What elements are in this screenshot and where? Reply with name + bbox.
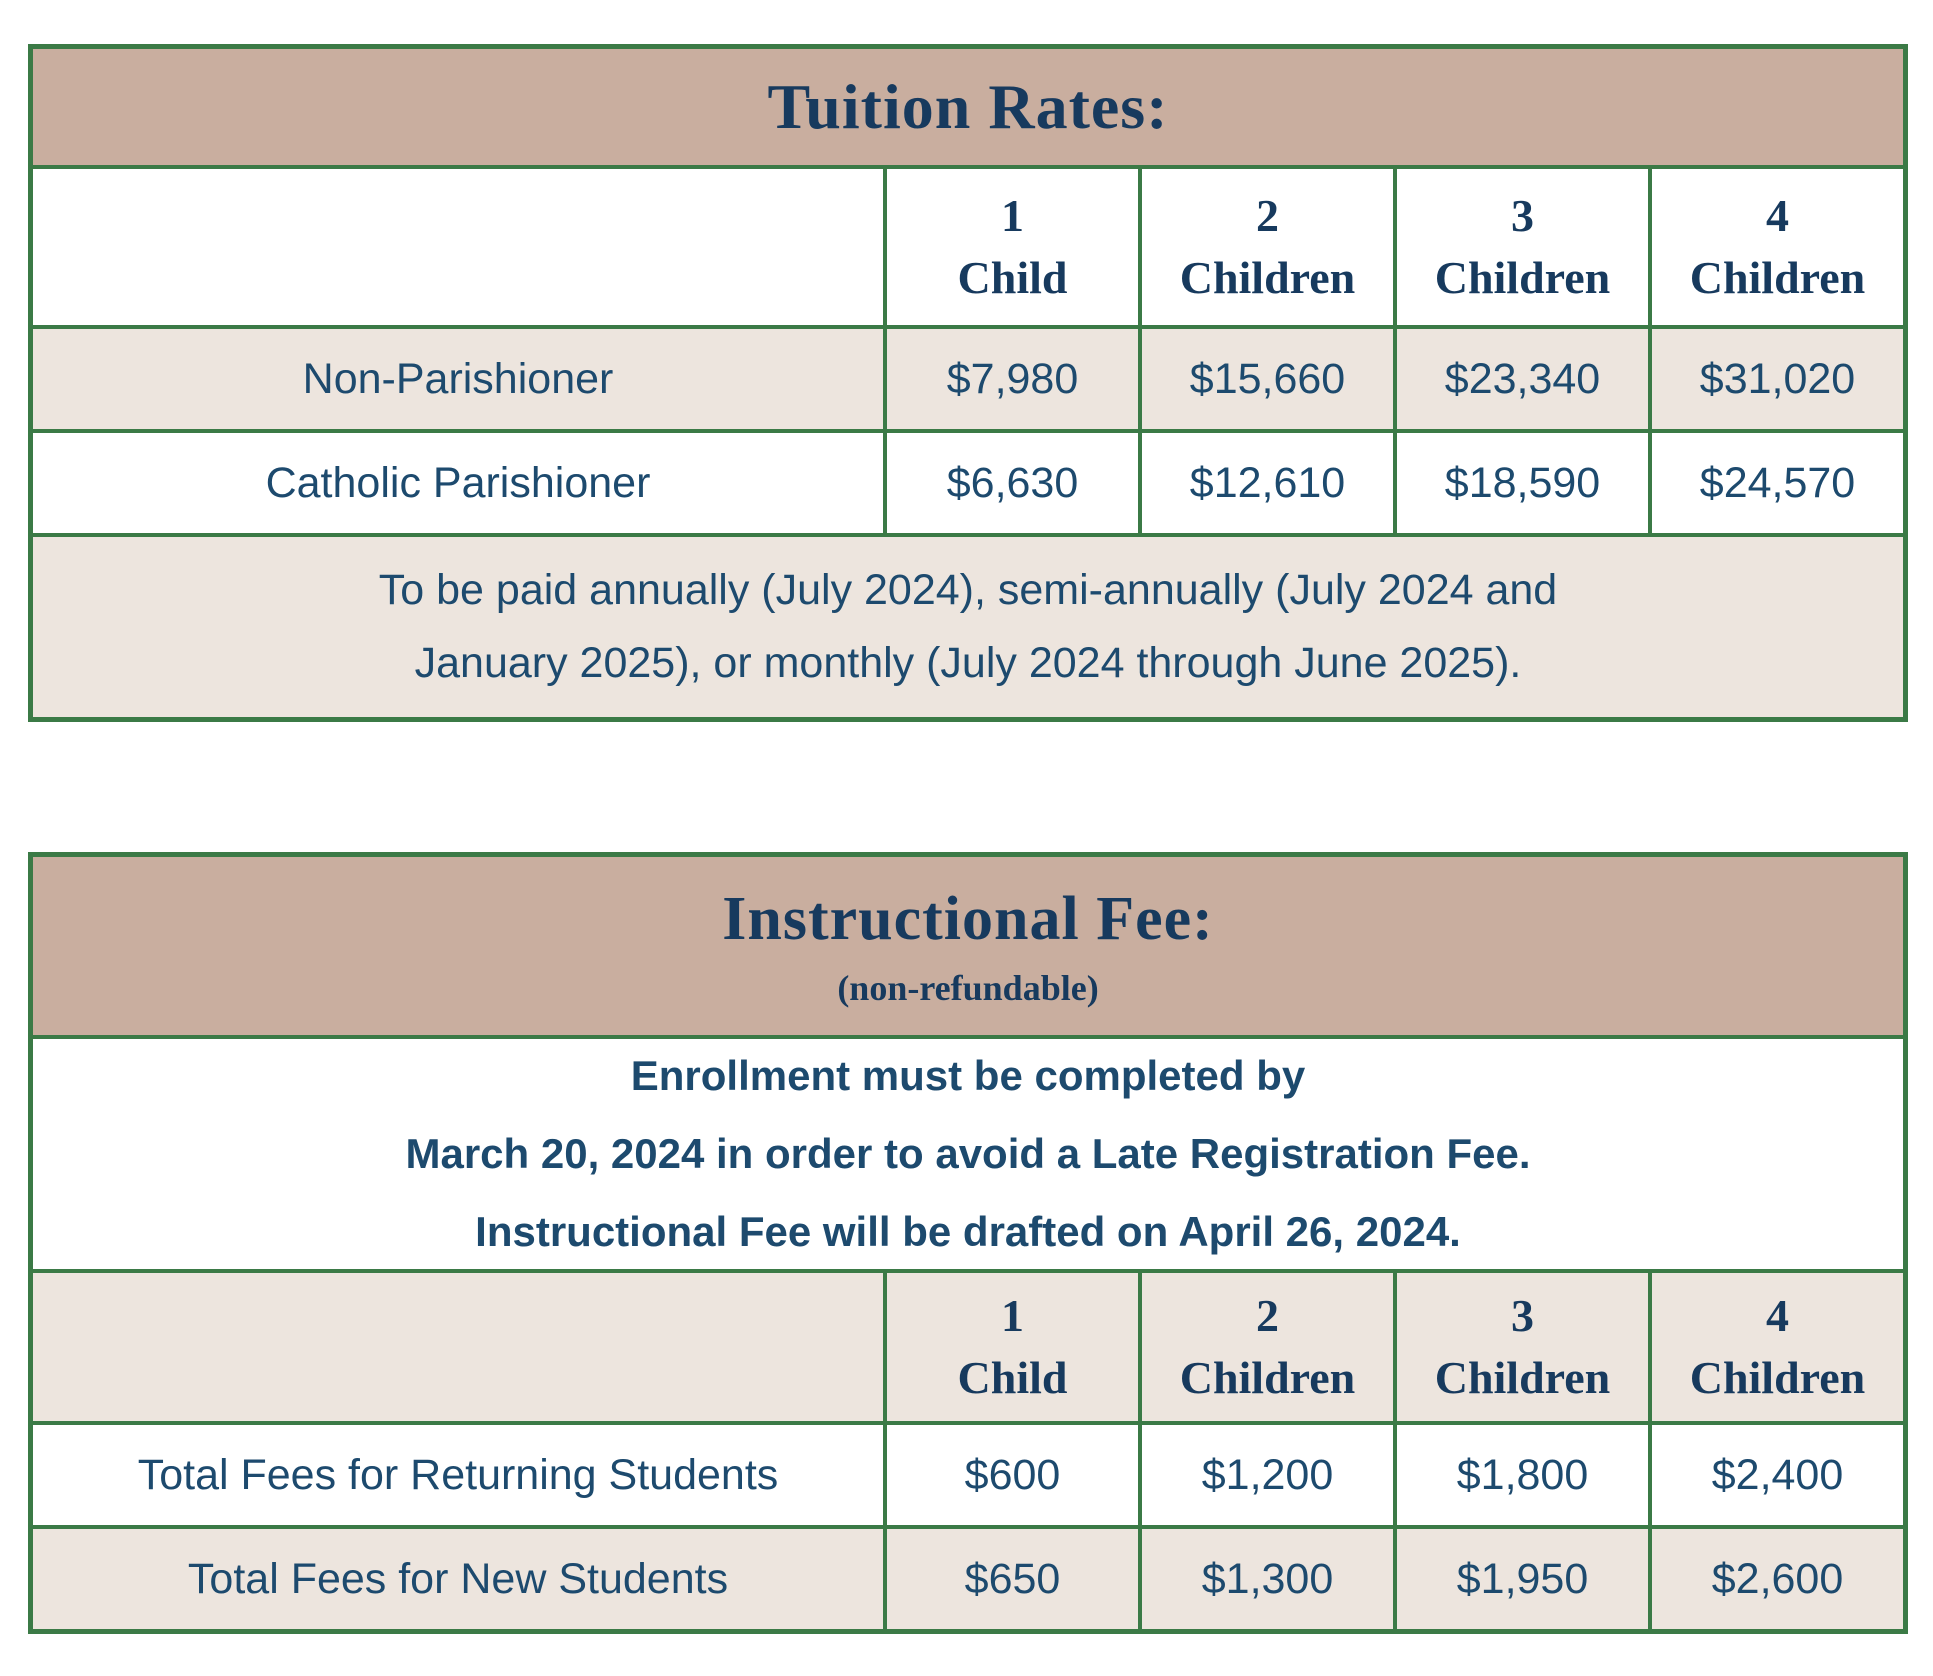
- table-row: [33, 433, 1903, 533]
- row-label: Non-Parishioner: [33, 329, 883, 429]
- fee-header-row: [33, 1273, 1903, 1421]
- tuition-rates-table: [28, 44, 1908, 722]
- tuition-col-header-3: [1397, 169, 1648, 325]
- row-value: $1,800: [1397, 1425, 1648, 1525]
- footnote-line: January 2025), or monthly (July 2024 through June 2025).: [414, 639, 1522, 687]
- col-num: 1: [1000, 1289, 1024, 1341]
- row-value: $7,980: [887, 329, 1138, 429]
- tuition-col-header-4: [1652, 169, 1903, 325]
- instructional-fee-table: [28, 852, 1908, 1634]
- fee-col-header-1: [887, 1273, 1138, 1421]
- fee-col-header-4: [1652, 1273, 1903, 1421]
- fee-header-empty-cell: [33, 1273, 883, 1421]
- tuition-payment-footnote: [33, 537, 1903, 717]
- tuition-title: Tuition Rates:: [767, 71, 1169, 142]
- col-word: Children: [1434, 1352, 1611, 1403]
- row-value: $2,600: [1652, 1529, 1903, 1629]
- row-label: Total Fees for New Students: [33, 1529, 883, 1629]
- tuition-header-empty-cell: [33, 169, 883, 325]
- col-word: Children: [1434, 252, 1611, 303]
- note-line: March 20, 2024 in order to avoid a Late Registration Fee.: [405, 1130, 1531, 1178]
- col-num: 3: [1510, 1289, 1534, 1341]
- fee-enrollment-note: [33, 1039, 1903, 1269]
- fee-subtitle: (non-refundable): [837, 967, 1099, 1008]
- col-num: 4: [1765, 189, 1789, 241]
- row-value: $1,300: [1142, 1529, 1393, 1629]
- row-value: $1,200: [1142, 1425, 1393, 1525]
- col-num: 2: [1255, 189, 1279, 241]
- fee-title-band: [33, 857, 1903, 1035]
- row-value: $15,660: [1142, 329, 1393, 429]
- tuition-header-row: [33, 169, 1903, 325]
- col-num: 4: [1765, 1289, 1789, 1341]
- footnote-line: To be paid annually (July 2024), semi-annually (July 2024 and: [378, 565, 1558, 614]
- table-row: [33, 1425, 1903, 1525]
- row-value: $24,570: [1652, 433, 1903, 533]
- col-word: Children: [1179, 1352, 1356, 1403]
- col-word: Children: [1179, 252, 1356, 303]
- tuition-col-header-2: [1142, 169, 1393, 325]
- row-value: $1,950: [1397, 1529, 1648, 1629]
- table-row: [33, 1529, 1903, 1629]
- note-line: Enrollment must be completed by: [630, 1052, 1306, 1100]
- row-label: Total Fees for Returning Students: [33, 1425, 883, 1525]
- note-line: Instructional Fee will be drafted on April 26, 2024.: [475, 1207, 1461, 1255]
- fee-title: Instructional Fee:: [722, 884, 1214, 953]
- fee-col-header-2: [1142, 1273, 1393, 1421]
- col-word: Children: [1689, 252, 1866, 303]
- row-value: $2,400: [1652, 1425, 1903, 1525]
- col-word: Child: [957, 1352, 1068, 1403]
- row-value: $18,590: [1397, 433, 1648, 533]
- row-value: $23,340: [1397, 329, 1648, 429]
- row-label: Catholic Parishioner: [33, 433, 883, 533]
- tuition-col-header-1: [887, 169, 1138, 325]
- col-word: Children: [1689, 1352, 1866, 1403]
- col-num: 1: [1000, 189, 1024, 241]
- table-row: [33, 329, 1903, 429]
- row-value: $12,610: [1142, 433, 1393, 533]
- col-word: Child: [957, 252, 1068, 303]
- row-value: $650: [887, 1529, 1138, 1629]
- tuition-title-band: [33, 49, 1903, 165]
- col-num: 2: [1255, 1289, 1279, 1341]
- row-value: $600: [887, 1425, 1138, 1525]
- row-value: $31,020: [1652, 329, 1903, 429]
- row-value: $6,630: [887, 433, 1138, 533]
- col-num: 3: [1510, 189, 1534, 241]
- fee-col-header-3: [1397, 1273, 1648, 1421]
